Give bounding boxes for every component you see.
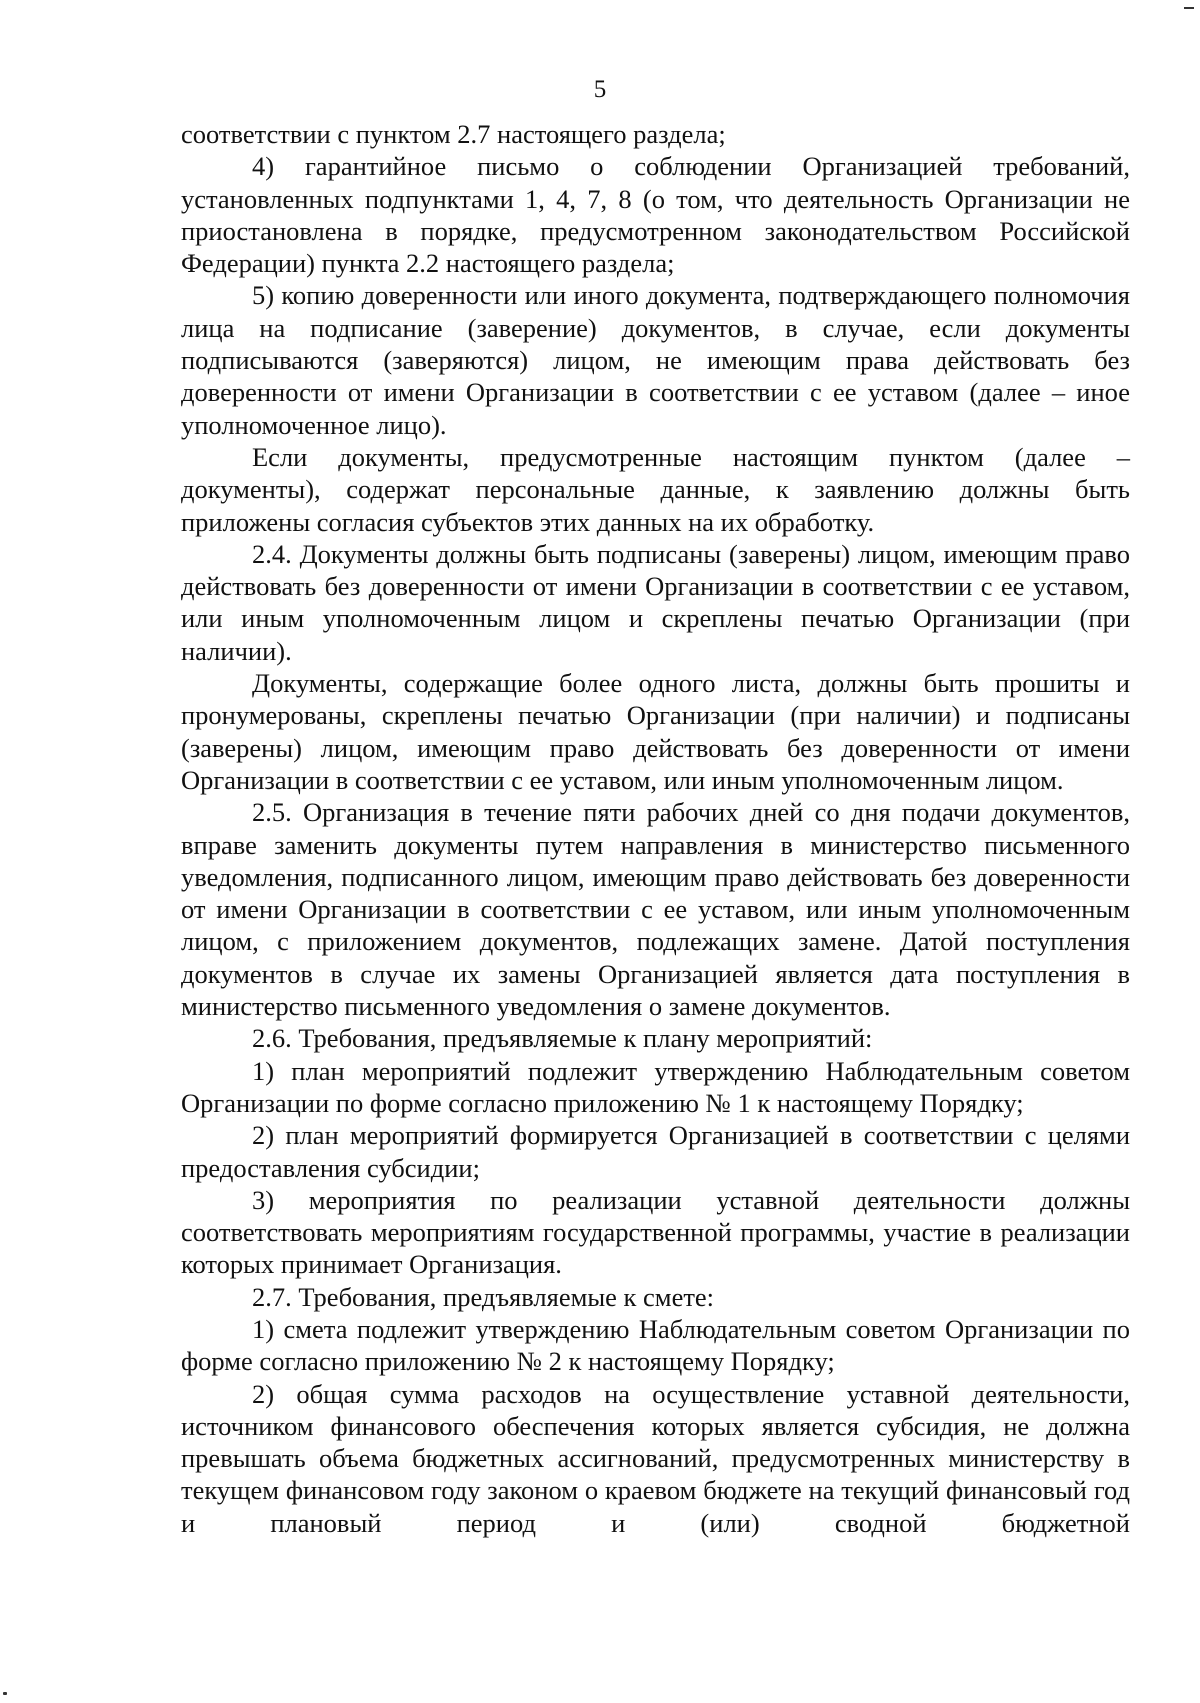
paragraph-2-4: 2.4. Документы должны быть подписаны (заверены) лицом, имеющим право действовать без доверенности от имени Организации в соответствии с ее уставом, или иным уполномоченным лицом и скреплены печатью Организации (при наличии). bbox=[181, 538, 1130, 666]
paragraph-2-7-item-1: 1) смета подлежит утверждению Наблюдательным советом Организации по форме согласно приложению № 2 к настоящему Порядку; bbox=[181, 1313, 1130, 1377]
paragraph-multipage-documents: Документы, содержащие более одного листа, должны быть прошиты и пронумерованы, скреплены печатью Организации (при наличии) и подписаны (заверены) лицом, имеющим право действовать без доверенности от имени Организации в соответствии с ее уставом, или иным уполномоченным лицом. bbox=[181, 668, 1130, 795]
paragraph-2-6-item-2: 2) план мероприятий формируется Организацией в соответствии с целями предоставления субсидии; bbox=[181, 1120, 1130, 1183]
paragraph-item-4-guarantee-letter: 4) гарантийное письмо о соблюдении Организацией требований, установленных подпунктами 1, 4, 7, 8 (о том, что деятельность Организации не приостановлена в порядке, предусмотренном законодательством Российской Федерации) пункта 2.2 настоящего раздела; bbox=[181, 151, 1130, 279]
paragraph-2-6-item-3: 3) мероприятия по реализации уставной деятельности должны соответствовать мероприятиям государственной программы, участие в реализации которых принимает Организация. bbox=[181, 1184, 1130, 1280]
paragraph-personal-data: Если документы, предусмотренные настоящим пунктом (далее – документы), содержат персональные данные, к заявлению должны быть приложены согласия субъектов этих данных на их обработку. bbox=[181, 441, 1130, 537]
document-body bbox=[181, 118, 1130, 1539]
paragraph-2-7-item-2: 2) общая сумма расходов на осуществление уставной деятельности, источником финансового обеспечения которых является субсидия, не должна превышать объема бюджетных ассигнований, предусмотренных министерству в текущем финансовом году законом о краевом бюджете на текущий финансовый год и плановый период и (или) сводной бюджетной bbox=[181, 1378, 1130, 1538]
page-number: 5 bbox=[593, 76, 607, 103]
paragraph-2-5: 2.5. Организация в течение пяти рабочих дней со дня подачи документов, вправе заменить документы путем направления в министерство письменного уведомления, подписанного лицом, имеющим право действовать без доверенности от имени Организации в соответствии с ее уставом, или иным уполномоченным лицом, с приложением документов, подлежащих замене. Датой поступления документов в случае их замены Организацией является дата поступления в министерство письменного уведомления о замене документов. bbox=[181, 797, 1130, 1022]
paragraph-2-7-heading: 2.7. Требования, предъявляемые к смете: bbox=[252, 1281, 715, 1312]
scan-speck bbox=[1184, 7, 1194, 9]
paragraph-continuation: соответствии с пунктом 2.7 настоящего раздела; bbox=[181, 119, 726, 149]
paragraph-2-6-heading: 2.6. Требования, предъявляемые к плану мероприятий: bbox=[252, 1023, 873, 1054]
paragraph-item-5-power-of-attorney: 5) копию доверенности или иного документа, подтверждающего полномочия лица на подписание (заверение) документов, в случае, если документы подписываются (заверяются) лицом, не имеющим права действовать без доверенности от имени Организации в соответствии с ее уставом (далее – иное уполномоченное лицо). bbox=[181, 280, 1130, 440]
scan-speck bbox=[3, 1692, 7, 1695]
paragraph-2-6-item-1: 1) план мероприятий подлежит утверждению Наблюдательным советом Организации по форме согласно приложению № 1 к настоящему Порядку; bbox=[181, 1055, 1130, 1118]
